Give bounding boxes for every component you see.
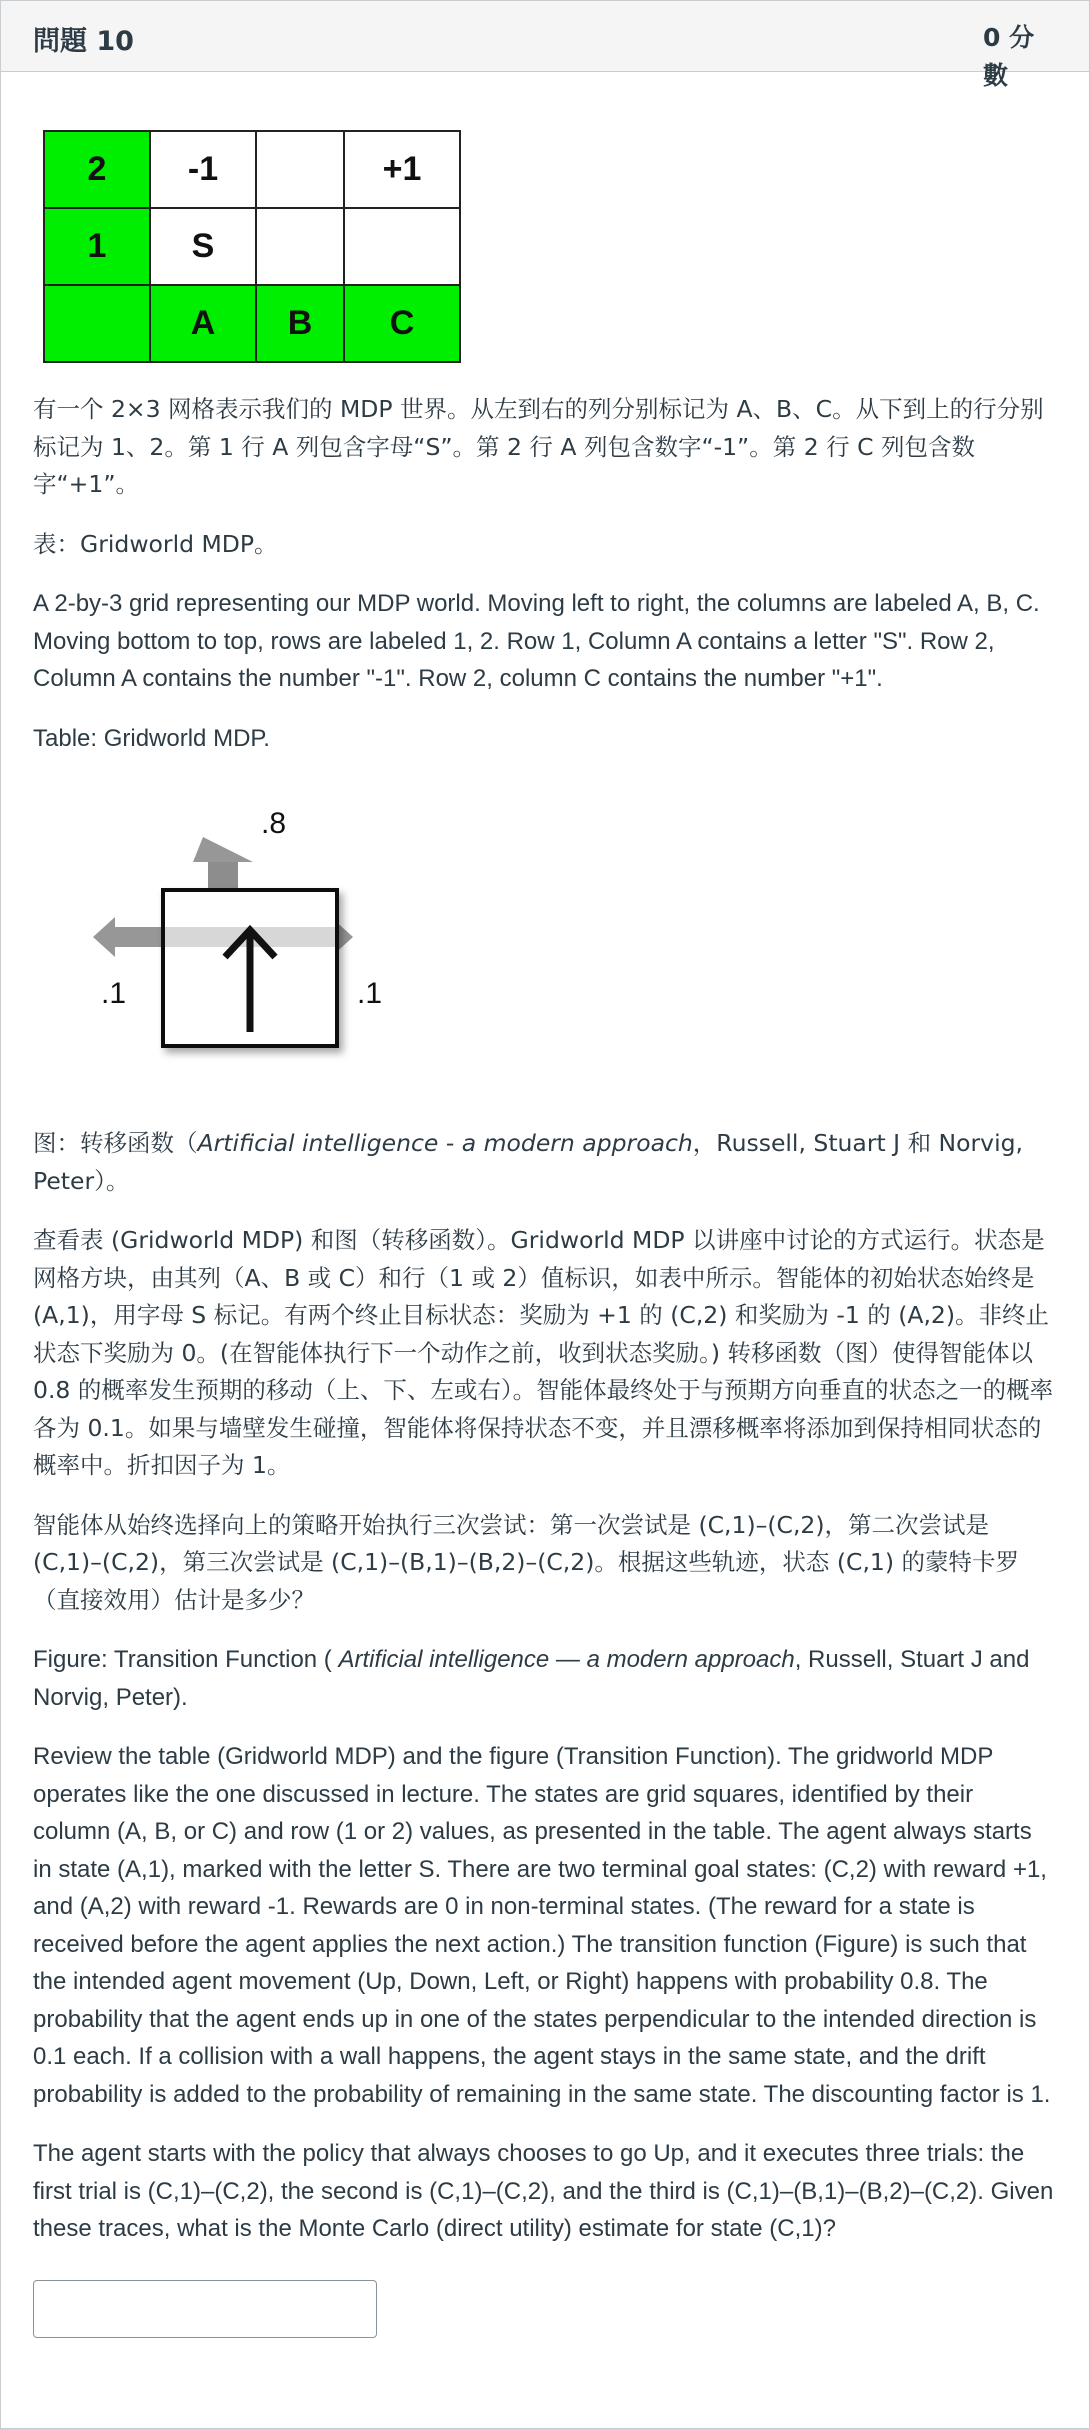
zh-table-caption: 表：Gridworld MDP。 xyxy=(33,529,278,558)
en-fig-caption-pre: Figure: Transition Function ( xyxy=(33,1646,339,1673)
prob-left-label: .1 xyxy=(101,977,127,1010)
grid-row xyxy=(44,285,460,362)
en-fig-caption-post: , Russell, Stuart J and Norvig, Peter). xyxy=(33,1646,1030,1711)
question-title: 問題 10 xyxy=(33,26,134,57)
zh-question-text: 智能体从始终选择向上的策略开始执行三次尝试：第一次尝试是 (C,1)–(C,2)，第二次尝试是 (C,1)–(C,2)，第三次尝试是 (C,1)–(B,1)–(B,2)–(C,2)。根据这些轨迹，状态 (C,1) 的蒙特卡罗（直接效用）估计是多少？ xyxy=(33,1510,1020,1614)
grid-cell xyxy=(344,208,460,285)
grid-cell xyxy=(44,285,150,362)
zh-table-description: 有一个 2×3 网格表示我们的 MDP 世界。从左到右的列分别标记为 A、B、C。从下到上的行分别标记为 1、2。第 1 行 A 列包含字母“S”。第 2 行 A 列包含数字“-1”。第 2 行 C 列包含数字“+1”。 xyxy=(33,395,1044,498)
en-table-description: A 2-by-3 grid representing our MDP world. Moving left to right, the columns are labeled A, B, C. Moving bottom to top, rows are labeled 1, 2. Row 1, Column A contains a letter "S". Row 2, Column A contains the number "-1". Row 2, column C contains the number "+1". xyxy=(33,590,1040,692)
question-body xyxy=(33,130,1055,2338)
grid-row xyxy=(44,208,460,285)
grid-cell: +1 xyxy=(344,131,460,208)
grid-cell xyxy=(256,208,344,285)
grid-cell: A xyxy=(150,285,256,362)
grid-cell: 2 xyxy=(44,131,150,208)
zh-fig-caption-title: Artificial intelligence - a modern approach xyxy=(197,1129,693,1157)
prob-up-label: .8 xyxy=(261,807,287,840)
zh-fig-caption-pre: 图：转移函数（ xyxy=(33,1129,198,1157)
transition-function-figure xyxy=(63,797,383,1077)
grid-cell: 1 xyxy=(44,208,150,285)
question-points: 0 分數 xyxy=(983,23,1035,90)
prob-right-label: .1 xyxy=(357,977,383,1010)
grid-cell: C xyxy=(344,285,460,362)
zh-figure-caption xyxy=(33,1125,1055,1200)
grid-cell: B xyxy=(256,285,344,362)
gridworld-table xyxy=(43,130,461,363)
en-table-caption: Table: Gridworld MDP. xyxy=(33,724,270,752)
en-fig-caption-title: Artificial intelligence — a modern approach xyxy=(338,1646,795,1673)
grid-cell: -1 xyxy=(150,131,256,208)
answer-input[interactable] xyxy=(33,2280,377,2338)
grid-cell xyxy=(256,131,344,208)
en-question-text: The agent starts with the policy that always chooses to go Up, and it executes three trials: the first trial is (C,1)–(C,2), the second is (C,1)–(C,2), and the third is (C,1)–(B,1)–(B,2)–(C,2). Given these traces, what is the Monte Carlo (direct utility) estimate for state (C,1)? xyxy=(33,2140,1054,2242)
en-figure-caption xyxy=(33,1641,1055,1716)
en-review-text: Review the table (Gridworld MDP) and the figure (Transition Function). The gridworld MDP operates like the one discussed in lecture. The states are grid squares, identified by their column (A, B, or C) and row (1 or 2) values, as presented in the table. The agent always starts in state (A,1), marked with the letter S. There are two terminal goal states: (C,2) with reward +1, and (A,2) with reward -1. Rewards are 0 in non-terminal states. (The reward for a state is received before the agent applies the next action.) The transition function (Figure) is such that the intended agent movement (Up, Down, Left, or Right) happens with probability 0.8. The probability that the agent ends up in one of the states perpendicular to the intended direction is 0.1 each. If a collision with a wall happens, the agent stays in the same state, and the drift probability is added to the probability of remaining in the same state. The discounting factor is 1. xyxy=(33,1743,1051,2108)
question-header xyxy=(1,1,1089,90)
zh-fig-caption-post: ，Russell, Stuart J 和 Norvig, Peter）。 xyxy=(33,1129,1023,1195)
zh-review-text: 查看表 (Gridworld MDP) 和图（转移函数）。Gridworld MDP 以讲座中讨论的方式运行。状态是网格方块，由其列（A、B 或 C）和行（1 或 2）值标识，如表中所示。智能体的初始状态始终是 (A,1)，用字母 S 标记。有两个终止目标状态：奖励为 +1 的 (C,2) 和奖励为 -1 的 (A,2)。非终止状态下奖励为 0。(在智能体执行下一个动作之前，收到状态奖励。) 转移函数（图）使得智能体以 0.8 的概率发生预期的移动（上、下、左或右）。智能体最终处于与预期方向垂直的状态之一的概率各为 0.1。如果与墙壁发生碰撞，智能体将保持状态不变，并且漂移概率将添加到保持相同状态的概率中。折扣因子为 1。 xyxy=(33,1226,1054,1479)
grid-row xyxy=(44,131,460,208)
grid-cell: S xyxy=(150,208,256,285)
